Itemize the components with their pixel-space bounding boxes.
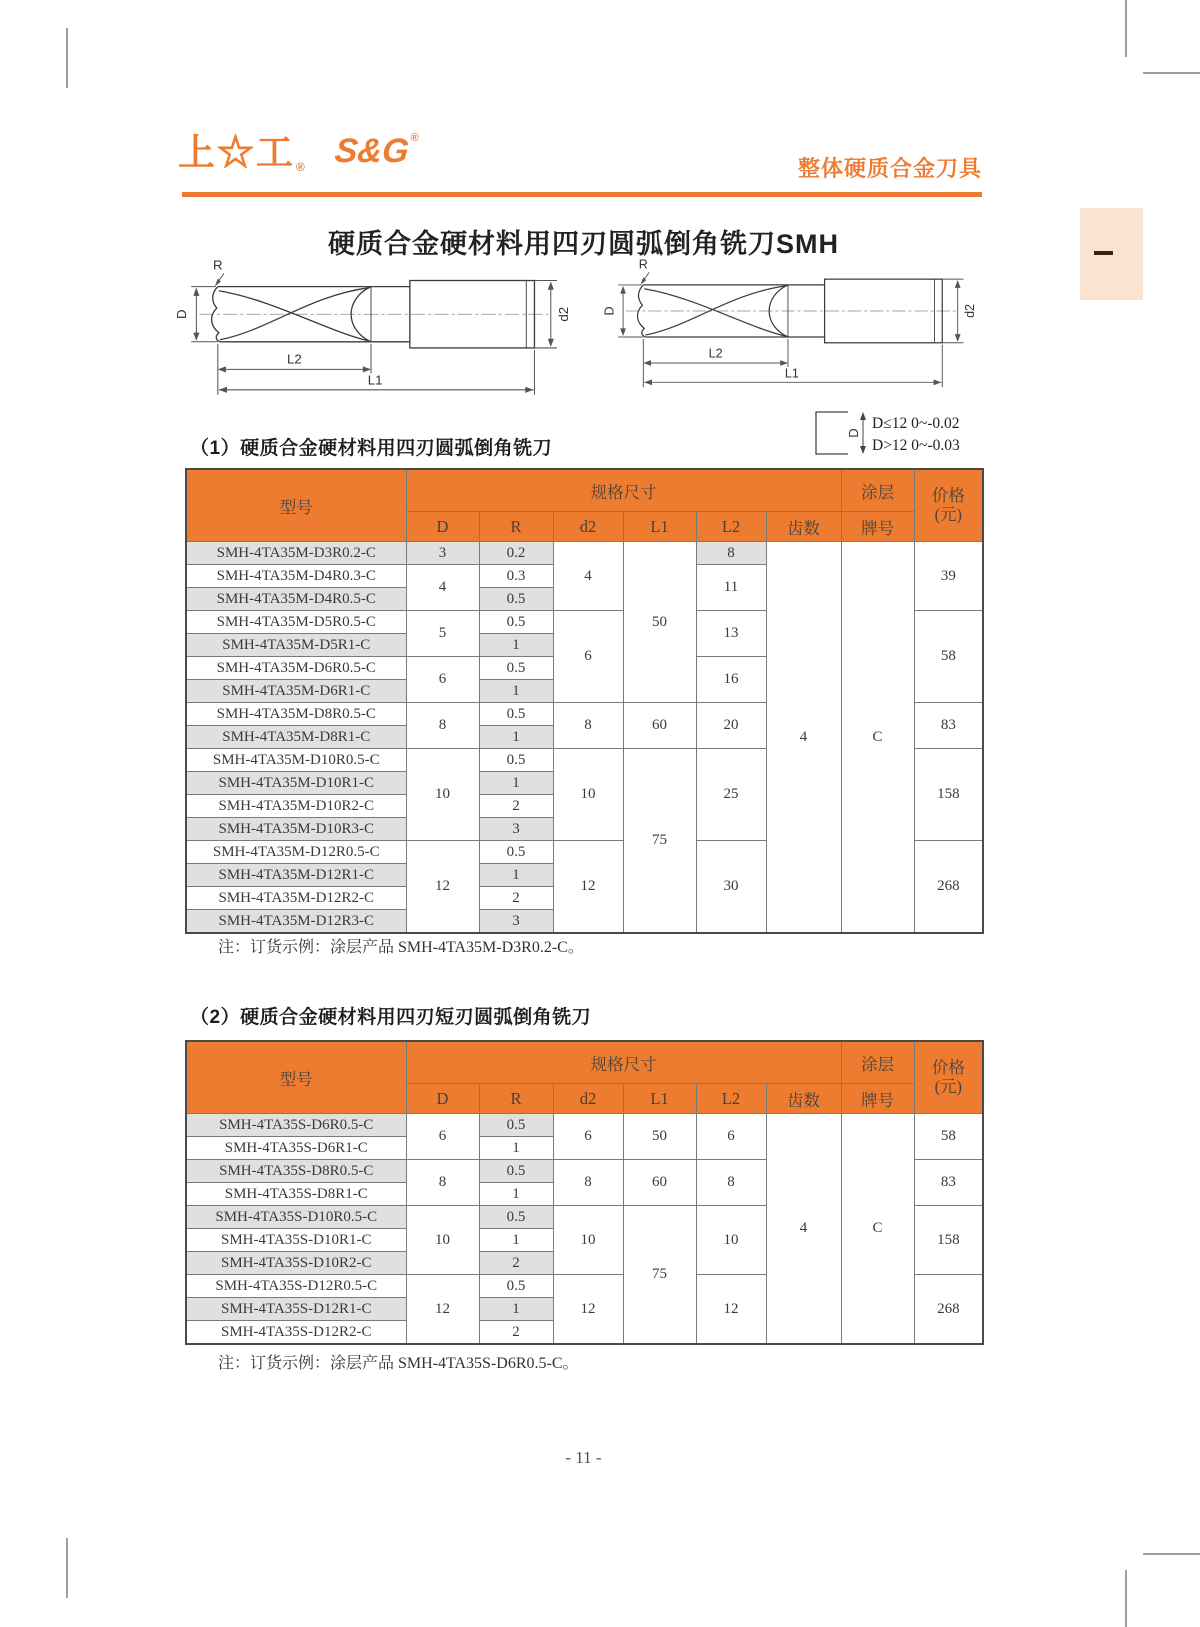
sg-logo: S&G bbox=[332, 132, 411, 170]
endmill-drawing-right bbox=[598, 256, 976, 396]
model-cell: SMH-4TA35M-D6R1-C bbox=[186, 680, 406, 703]
model-cell: SMH-4TA35M-D12R3-C bbox=[186, 910, 406, 934]
R-cell: 0.5 bbox=[479, 841, 553, 864]
R-cell: 0.5 bbox=[479, 1160, 553, 1183]
col-header-齿数: 齿数 bbox=[766, 1084, 841, 1114]
L2-cell: 30 bbox=[696, 841, 766, 934]
crop-mark-bottom-left bbox=[66, 1538, 68, 1598]
model-cell: SMH-4TA35M-D4R0.3-C bbox=[186, 565, 406, 588]
col-header-R: R bbox=[479, 512, 553, 542]
R-cell: 2 bbox=[479, 1321, 553, 1345]
model-cell: SMH-4TA35M-D10R1-C bbox=[186, 772, 406, 795]
tolerance-line-2: D>12 0~-0.03 bbox=[872, 437, 960, 454]
L1-cell: 75 bbox=[623, 749, 696, 934]
header-rule bbox=[182, 192, 982, 197]
D-cell: 10 bbox=[406, 1206, 479, 1275]
model-cell: SMH-4TA35S-D12R2-C bbox=[186, 1321, 406, 1345]
d2-cell: 12 bbox=[553, 1275, 623, 1345]
endmill-technical-drawing bbox=[170, 256, 570, 399]
order-note-2: 注：订货示例：涂层产品 SMH-4TA35S-D6R0.5-C。 bbox=[218, 1355, 579, 1372]
tolerance-symbol: D bbox=[846, 428, 861, 438]
model-cell: SMH-4TA35S-D8R0.5-C bbox=[186, 1160, 406, 1183]
R-cell: 3 bbox=[479, 818, 553, 841]
spec-table-2 bbox=[185, 1040, 984, 1345]
col-header-牌号: 牌号 bbox=[841, 512, 914, 542]
endmill-drawing-left bbox=[170, 256, 570, 404]
section-1-heading: （1）硬质合金硬材料用四刃圆弧倒角铣刀 bbox=[190, 438, 553, 459]
R-cell: 0.5 bbox=[479, 657, 553, 680]
model-cell: SMH-4TA35S-D6R1-C bbox=[186, 1137, 406, 1160]
col-header-d2: d2 bbox=[553, 512, 623, 542]
crop-mark-bottom-right-h bbox=[1143, 1553, 1200, 1555]
dim-label-l1: L1 bbox=[367, 372, 383, 388]
L2-cell: 8 bbox=[696, 542, 766, 565]
model-cell: SMH-4TA35M-D5R0.5-C bbox=[186, 611, 406, 634]
order-note-1: 注：订货示例：涂层产品 SMH-4TA35M-D3R0.2-C。 bbox=[218, 939, 584, 956]
R-cell: 2 bbox=[479, 795, 553, 818]
D-cell: 10 bbox=[406, 749, 479, 841]
R-cell: 0.2 bbox=[479, 542, 553, 565]
price-cell: 268 bbox=[914, 1275, 983, 1345]
L2-cell: 11 bbox=[696, 565, 766, 611]
table-row bbox=[186, 1114, 983, 1137]
price-cell: 158 bbox=[914, 749, 983, 841]
model-cell: SMH-4TA35S-D8R1-C bbox=[186, 1183, 406, 1206]
section-2-heading: （2）硬质合金硬材料用四刃短刃圆弧倒角铣刀 bbox=[190, 1007, 592, 1028]
col-header-L1: L1 bbox=[623, 512, 696, 542]
price-cell: 58 bbox=[914, 1114, 983, 1160]
R-cell: 1 bbox=[479, 772, 553, 795]
registered-mark-icon: ® bbox=[410, 132, 419, 144]
L1-cell: 75 bbox=[623, 1206, 696, 1345]
col-header-spec: 规格尺寸 bbox=[406, 1041, 841, 1084]
L2-cell: 20 bbox=[696, 703, 766, 749]
price-cell: 158 bbox=[914, 1206, 983, 1275]
R-cell: 1 bbox=[479, 1137, 553, 1160]
tab-dash-icon bbox=[1094, 251, 1113, 255]
page-title: 硬质合金硬材料用四刃圆弧倒角铣刀SMH bbox=[328, 229, 839, 259]
dim-label-r: R bbox=[213, 257, 223, 273]
R-cell: 0.5 bbox=[479, 1114, 553, 1137]
dim-label-r: R bbox=[638, 257, 648, 272]
model-cell: SMH-4TA35S-D10R2-C bbox=[186, 1252, 406, 1275]
L2-cell: 6 bbox=[696, 1114, 766, 1160]
model-cell: SMH-4TA35S-D12R0.5-C bbox=[186, 1275, 406, 1298]
dim-label-d2: d2 bbox=[963, 304, 978, 318]
col-header-齿数: 齿数 bbox=[766, 512, 841, 542]
model-cell: SMH-4TA35M-D5R1-C bbox=[186, 634, 406, 657]
col-header-D: D bbox=[406, 1084, 479, 1114]
model-cell: SMH-4TA35M-D10R0.5-C bbox=[186, 749, 406, 772]
model-cell: SMH-4TA35S-D10R1-C bbox=[186, 1229, 406, 1252]
D-cell: 4 bbox=[406, 565, 479, 611]
table-row bbox=[186, 542, 983, 565]
R-cell: 1 bbox=[479, 1183, 553, 1206]
crop-mark-top-right-h bbox=[1143, 72, 1200, 74]
L2-cell: 16 bbox=[696, 657, 766, 703]
model-cell: SMH-4TA35M-D8R1-C bbox=[186, 726, 406, 749]
L1-cell: 60 bbox=[623, 1160, 696, 1206]
L1-cell: 50 bbox=[623, 1114, 696, 1160]
registered-mark-icon: ® bbox=[296, 160, 305, 174]
tolerance-line-1: D≤12 0~-0.02 bbox=[872, 415, 960, 432]
col-header-coating: 涂层 bbox=[841, 1041, 914, 1084]
R-cell: 2 bbox=[479, 1252, 553, 1275]
col-header-price: 价格 (元) bbox=[914, 469, 983, 542]
col-header-model: 型号 bbox=[186, 469, 406, 542]
dim-label-d2: d2 bbox=[556, 306, 572, 322]
d2-cell: 6 bbox=[553, 611, 623, 703]
page-category: 整体硬质合金刀具 bbox=[797, 156, 982, 181]
teeth-cell: 4 bbox=[766, 542, 841, 934]
L1-cell: 50 bbox=[623, 542, 696, 703]
model-cell: SMH-4TA35M-D12R0.5-C bbox=[186, 841, 406, 864]
D-cell: 6 bbox=[406, 657, 479, 703]
d2-cell: 8 bbox=[553, 703, 623, 749]
R-cell: 1 bbox=[479, 1298, 553, 1321]
dim-label-l1: L1 bbox=[784, 366, 799, 381]
L1-cell: 60 bbox=[623, 703, 696, 749]
D-cell: 3 bbox=[406, 542, 479, 565]
model-cell: SMH-4TA35S-D10R0.5-C bbox=[186, 1206, 406, 1229]
D-cell: 12 bbox=[406, 841, 479, 934]
L2-cell: 10 bbox=[696, 1206, 766, 1275]
R-cell: 0.5 bbox=[479, 703, 553, 726]
col-header-L2: L2 bbox=[696, 1084, 766, 1114]
D-cell: 12 bbox=[406, 1275, 479, 1345]
model-cell: SMH-4TA35S-D6R0.5-C bbox=[186, 1114, 406, 1137]
brand-cell: C bbox=[841, 1114, 914, 1345]
dim-label-l2: L2 bbox=[287, 351, 302, 367]
col-header-D: D bbox=[406, 512, 479, 542]
col-header-price: 价格 (元) bbox=[914, 1041, 983, 1114]
endmill-technical-drawing bbox=[598, 256, 976, 391]
price-cell: 83 bbox=[914, 703, 983, 749]
L2-cell: 12 bbox=[696, 1275, 766, 1345]
model-cell: SMH-4TA35M-D10R2-C bbox=[186, 795, 406, 818]
col-header-L1: L1 bbox=[623, 1084, 696, 1114]
dim-label-d: D bbox=[602, 306, 617, 316]
crop-mark-top-right-v bbox=[1125, 0, 1127, 57]
brand-area bbox=[178, 134, 419, 174]
D-cell: 6 bbox=[406, 1114, 479, 1160]
R-cell: 0.5 bbox=[479, 588, 553, 611]
crop-mark-bottom-right-v bbox=[1125, 1570, 1127, 1627]
crop-mark-top-left bbox=[66, 28, 68, 88]
R-cell: 0.5 bbox=[479, 1206, 553, 1229]
col-header-d2: d2 bbox=[553, 1084, 623, 1114]
model-cell: SMH-4TA35M-D6R0.5-C bbox=[186, 657, 406, 680]
d2-cell: 6 bbox=[553, 1114, 623, 1160]
price-cell: 39 bbox=[914, 542, 983, 611]
page-number: - 11 - bbox=[565, 1448, 602, 1467]
R-cell: 1 bbox=[479, 634, 553, 657]
R-cell: 2 bbox=[479, 887, 553, 910]
model-cell: SMH-4TA35M-D10R3-C bbox=[186, 818, 406, 841]
col-header-coating: 涂层 bbox=[841, 469, 914, 512]
d2-cell: 4 bbox=[553, 542, 623, 611]
model-cell: SMH-4TA35M-D12R1-C bbox=[186, 864, 406, 887]
R-cell: 1 bbox=[479, 1229, 553, 1252]
price-cell: 83 bbox=[914, 1160, 983, 1206]
L2-cell: 25 bbox=[696, 749, 766, 841]
model-cell: SMH-4TA35M-D4R0.5-C bbox=[186, 588, 406, 611]
model-cell: SMH-4TA35M-D12R2-C bbox=[186, 887, 406, 910]
col-header-R: R bbox=[479, 1084, 553, 1114]
col-header-牌号: 牌号 bbox=[841, 1084, 914, 1114]
shank-cross-section-icon bbox=[810, 404, 1020, 462]
D-cell: 5 bbox=[406, 611, 479, 657]
col-header-model: 型号 bbox=[186, 1041, 406, 1114]
section-tab bbox=[1080, 208, 1143, 300]
spec-table-1 bbox=[185, 468, 984, 934]
shanggong-logo: 上☆工 bbox=[178, 132, 295, 173]
R-cell: 1 bbox=[479, 726, 553, 749]
R-cell: 1 bbox=[479, 680, 553, 703]
R-cell: 0.5 bbox=[479, 611, 553, 634]
d2-cell: 8 bbox=[553, 1160, 623, 1206]
model-cell: SMH-4TA35M-D3R0.2-C bbox=[186, 542, 406, 565]
D-cell: 8 bbox=[406, 1160, 479, 1206]
model-cell: SMH-4TA35S-D12R1-C bbox=[186, 1298, 406, 1321]
col-header-spec: 规格尺寸 bbox=[406, 469, 841, 512]
R-cell: 3 bbox=[479, 910, 553, 934]
R-cell: 1 bbox=[479, 864, 553, 887]
L2-cell: 13 bbox=[696, 611, 766, 657]
dim-label-l2: L2 bbox=[708, 346, 723, 361]
price-cell: 58 bbox=[914, 611, 983, 703]
tolerance-note bbox=[810, 404, 1020, 467]
R-cell: 0.3 bbox=[479, 565, 553, 588]
D-cell: 8 bbox=[406, 703, 479, 749]
brand-cell: C bbox=[841, 542, 914, 934]
price-cell: 268 bbox=[914, 841, 983, 934]
col-header-L2: L2 bbox=[696, 512, 766, 542]
dim-label-d: D bbox=[174, 309, 190, 320]
L2-cell: 8 bbox=[696, 1160, 766, 1206]
R-cell: 0.5 bbox=[479, 749, 553, 772]
teeth-cell: 4 bbox=[766, 1114, 841, 1345]
R-cell: 0.5 bbox=[479, 1275, 553, 1298]
model-cell: SMH-4TA35M-D8R0.5-C bbox=[186, 703, 406, 726]
d2-cell: 10 bbox=[553, 749, 623, 841]
d2-cell: 10 bbox=[553, 1206, 623, 1275]
d2-cell: 12 bbox=[553, 841, 623, 934]
